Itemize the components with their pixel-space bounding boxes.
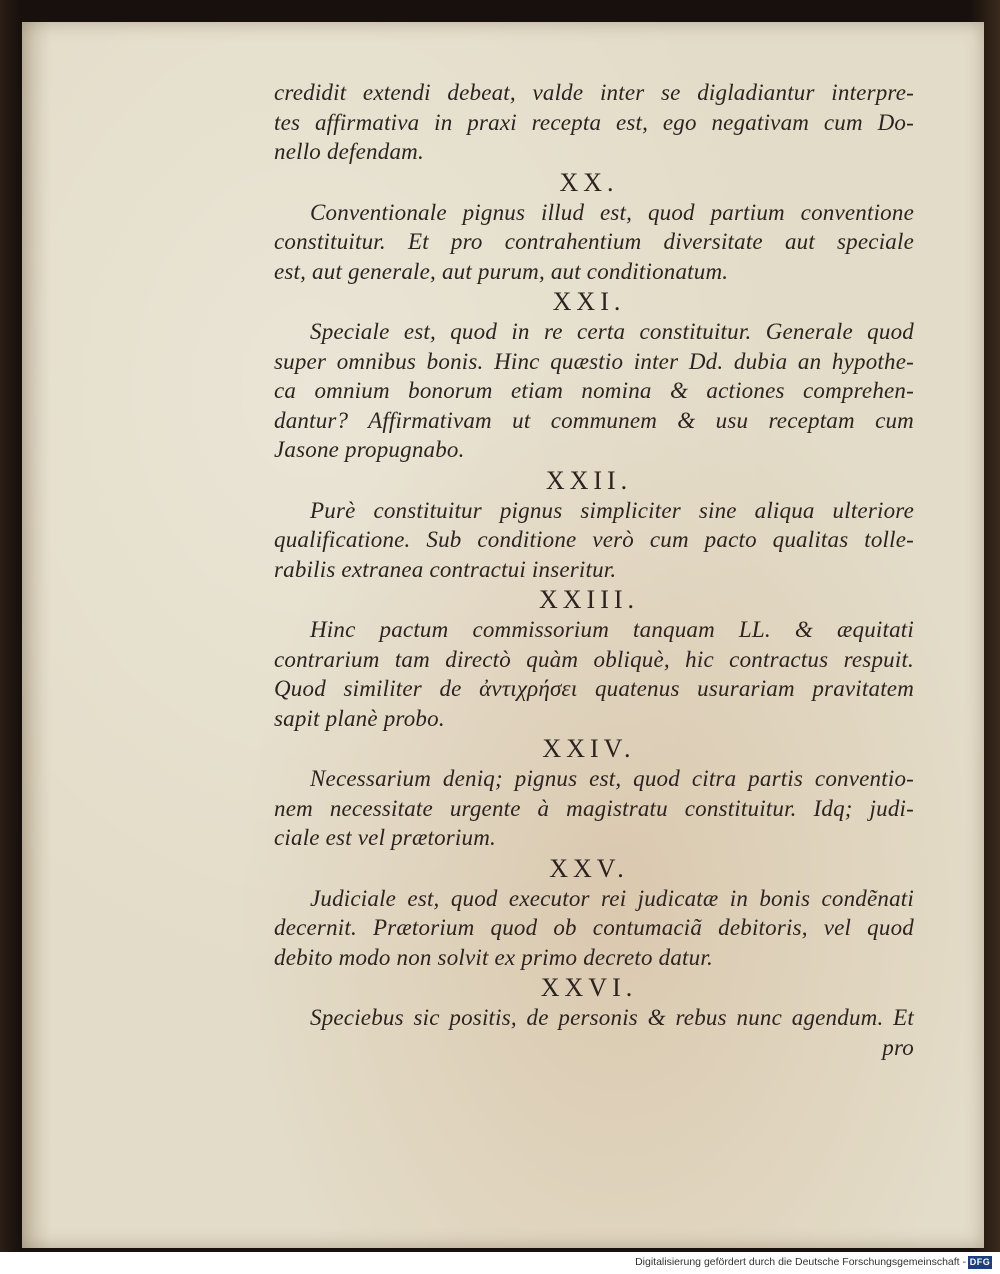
footer-bar — [0, 1252, 1000, 1274]
text-line: Quod similiter de ἀντιχρήσει quatenus usurariam pravitatem — [274, 676, 914, 701]
text-line: debito modo non solvit ex primo decreto datur. — [274, 944, 713, 970]
text-line: Conventionale pignus illud est, quod partium conventione — [310, 199, 914, 225]
text-line: dantur? Affirmativam ut communem & usu receptam cum — [274, 407, 914, 433]
text-line: rabilis extranea contractui inseritur. — [274, 556, 617, 582]
catchword: pro — [882, 1034, 914, 1060]
text-line: super omnibus bonis. Hinc quæstio inter Dd. dubia an hypothe- — [274, 348, 914, 374]
text-line: Judiciale est, quod executor rei judicatæ in bonis condẽnati — [310, 885, 914, 911]
funding-notice: Digitalisierung gefördert durch die Deutsche Forschungsgemeinschaft - — [635, 1256, 966, 1268]
text-line: nello defendam. — [274, 139, 424, 164]
dfg-logo-icon: DFG — [969, 1257, 991, 1267]
text-line: Speciale est, quod in re certa constituitur. Generale quod — [310, 319, 914, 344]
text-line: sapit planè probo. — [274, 705, 445, 731]
text-line: Purè constituitur pignus simpliciter sine aliqua ulteriore — [310, 497, 914, 523]
page-text — [274, 78, 914, 1062]
section-heading: XXII. — [545, 465, 633, 495]
section-heading: XXIII. — [538, 585, 640, 614]
text-line: Necessarium deniq; pignus est, quod citra partis conventio- — [310, 766, 914, 791]
text-line: est, aut generale, aut purum, aut conditionatum. — [274, 258, 729, 284]
text-line: Jasone propugnabo. — [274, 437, 465, 462]
section-heading: XXV. — [549, 853, 629, 883]
section-heading: XXVI. — [540, 973, 638, 1002]
text-line: contrarium tam directò quàm obliquè, hic contractus respuit. — [274, 646, 914, 672]
text-line: qualificatione. Sub conditione verò cum pacto qualitas tolle- — [274, 527, 914, 552]
section-heading: XXI. — [552, 287, 626, 316]
text-line: tes affirmativa in praxi recepta est, ego negativam cum Do- — [274, 109, 914, 135]
text-line: Speciebus sic positis, de personis & rebus nunc agendum. Et — [310, 1005, 914, 1030]
section-heading: XXIV. — [542, 734, 636, 763]
book-page — [22, 22, 984, 1248]
text-line: credidit extendi debeat, valde inter se digladiantur interpre- — [274, 80, 914, 105]
text-line: ca omnium bonorum etiam nomina & actiones comprehen- — [274, 378, 914, 403]
text-line: decernit. Prætorium quod ob contumaciã debitoris, vel quod — [274, 915, 914, 940]
text-line: Hinc pactum commissorium tanquam LL. & æquitati — [310, 617, 914, 642]
section-heading: XX. — [559, 167, 619, 197]
text-line: nem necessitate urgente à magistratu constituitur. Idq; judi- — [274, 795, 914, 821]
text-line: constituitur. Et pro contrahentium diversitate aut speciale — [274, 229, 914, 254]
text-line: ciale est vel prætorium. — [274, 825, 496, 850]
